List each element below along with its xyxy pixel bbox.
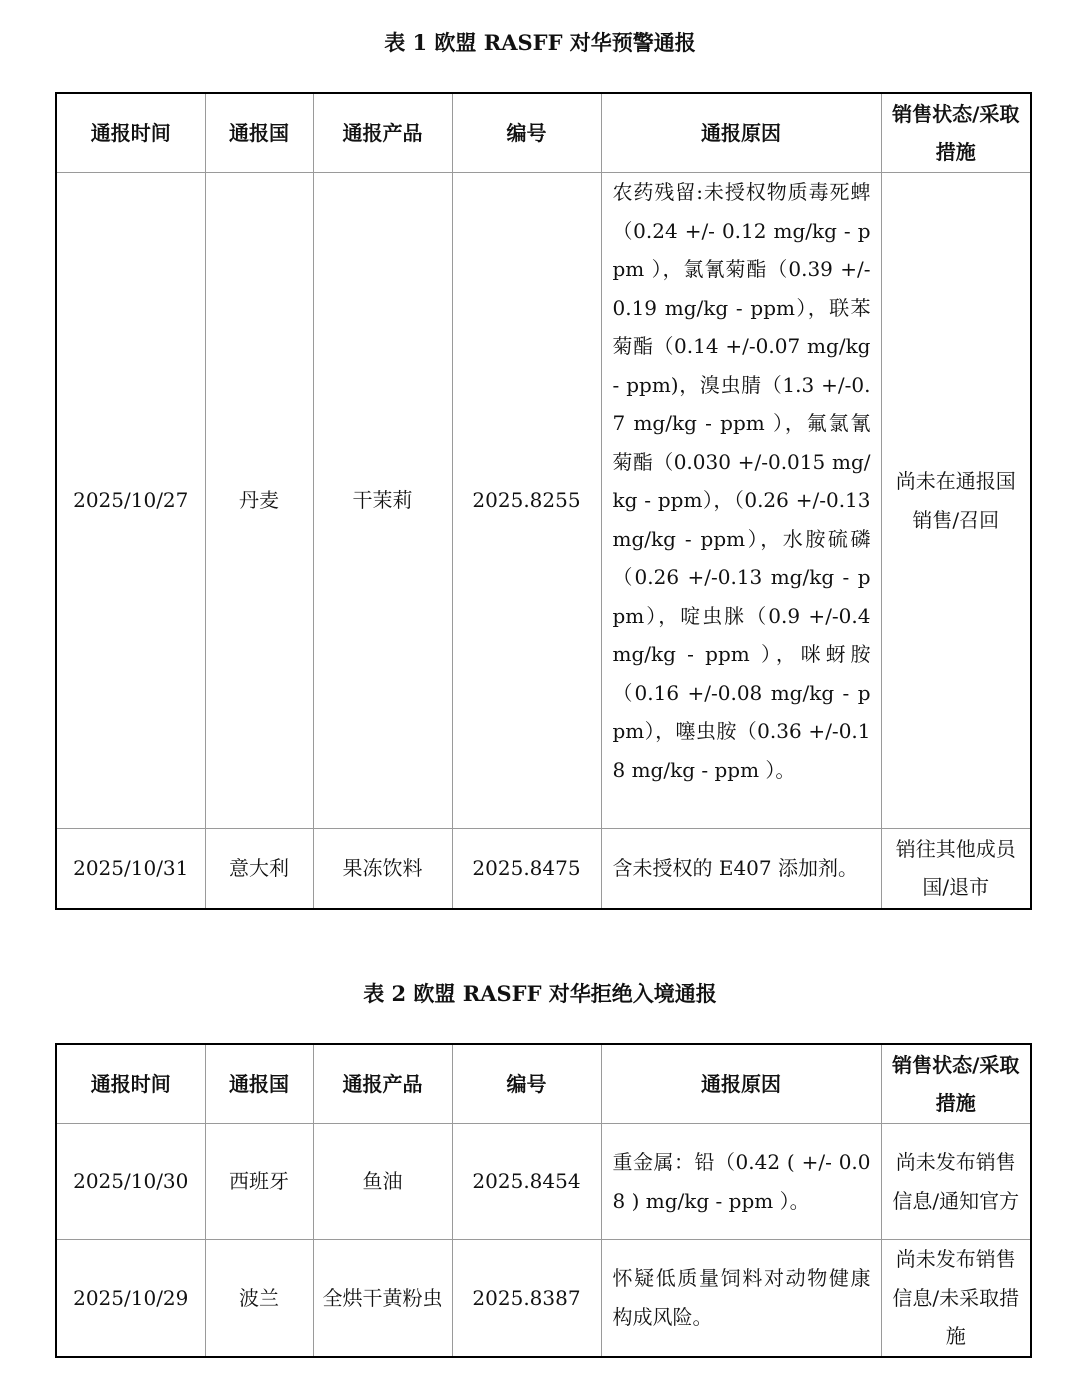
header-reason: 通报原因 bbox=[601, 1044, 881, 1124]
cell-country: 意大利 bbox=[205, 829, 313, 909]
header-reason: 通报原因 bbox=[601, 93, 881, 173]
table-row bbox=[56, 1124, 1031, 1240]
cell-country: 丹麦 bbox=[205, 173, 313, 829]
header-number: 编号 bbox=[452, 1044, 601, 1124]
cell-product: 干茉莉 bbox=[313, 173, 452, 829]
header-status: 销售状态/采取措施 bbox=[881, 1044, 1031, 1124]
cell-number: 2025.8475 bbox=[452, 829, 601, 909]
cell-product: 全烘干黄粉虫 bbox=[313, 1240, 452, 1357]
table2-caption: 表 2 欧盟 RASFF 对华拒绝入境通报 bbox=[363, 981, 717, 1006]
header-product: 通报产品 bbox=[313, 93, 452, 173]
cell-number: 2025.8454 bbox=[452, 1124, 601, 1240]
table-row bbox=[56, 1240, 1031, 1357]
table1-caption: 表 1 欧盟 RASFF 对华预警通报 bbox=[384, 30, 696, 55]
cell-status: 销往其他成员国/退市 bbox=[881, 829, 1031, 909]
table2-header-row bbox=[56, 1044, 1031, 1124]
table-row bbox=[56, 173, 1031, 829]
cell-country: 西班牙 bbox=[205, 1124, 313, 1240]
cell-date: 2025/10/27 bbox=[56, 173, 205, 829]
cell-status: 尚未发布销售信息/未采取措施 bbox=[881, 1240, 1031, 1357]
header-status: 销售状态/采取措施 bbox=[881, 93, 1031, 173]
header-date: 通报时间 bbox=[56, 1044, 205, 1124]
cell-date: 2025/10/29 bbox=[56, 1240, 205, 1357]
cell-product: 鱼油 bbox=[313, 1124, 452, 1240]
cell-country: 波兰 bbox=[205, 1240, 313, 1357]
header-country: 通报国 bbox=[205, 1044, 313, 1124]
cell-status: 尚未在通报国销售/召回 bbox=[881, 173, 1031, 829]
cell-number: 2025.8255 bbox=[452, 173, 601, 829]
table1-warning-notifications bbox=[55, 92, 1032, 910]
cell-date: 2025/10/30 bbox=[56, 1124, 205, 1240]
cell-date: 2025/10/31 bbox=[56, 829, 205, 909]
table-row bbox=[56, 829, 1031, 909]
header-number: 编号 bbox=[452, 93, 601, 173]
cell-status: 尚未发布销售信息/通知官方 bbox=[881, 1124, 1031, 1240]
cell-reason: 重金属：铅（0.42 ( +/- 0.08 ) mg/kg - ppm ）。 bbox=[601, 1124, 881, 1240]
cell-reason: 农药残留:未授权物质毒死蜱（0.24 +/- 0.12 mg/kg - ppm ），氯氰菊酯（0.39 +/- 0.19 mg/kg - ppm），联苯菊酯（0.14 +/-0.07 mg/kg - ppm)，溴虫腈（1.3 +/-0.7 mg/kg - ppm ），氟氯氰菊酯（0.030 +/-0.015 mg/kg - ppm），（0.26 +/-0.13 mg/kg - ppm），水胺硫磷（0.26 +/-0.13 mg/kg - ppm），啶虫脒（0.9 +/-0.4 mg/kg - ppm ），咪蚜胺（0.16 +/-0.08 mg/kg - ppm），噻虫胺（0.36 +/-0.18 mg/kg - ppm ）。 bbox=[601, 173, 881, 829]
cell-reason: 含未授权的 E407 添加剂。 bbox=[601, 829, 881, 909]
table1-header-row bbox=[56, 93, 1031, 173]
cell-reason: 怀疑低质量饲料对动物健康构成风险。 bbox=[601, 1240, 881, 1357]
table2-rejection-notifications bbox=[55, 1043, 1032, 1358]
cell-product: 果冻饮料 bbox=[313, 829, 452, 909]
header-country: 通报国 bbox=[205, 93, 313, 173]
cell-number: 2025.8387 bbox=[452, 1240, 601, 1357]
header-product: 通报产品 bbox=[313, 1044, 452, 1124]
header-date: 通报时间 bbox=[56, 93, 205, 173]
